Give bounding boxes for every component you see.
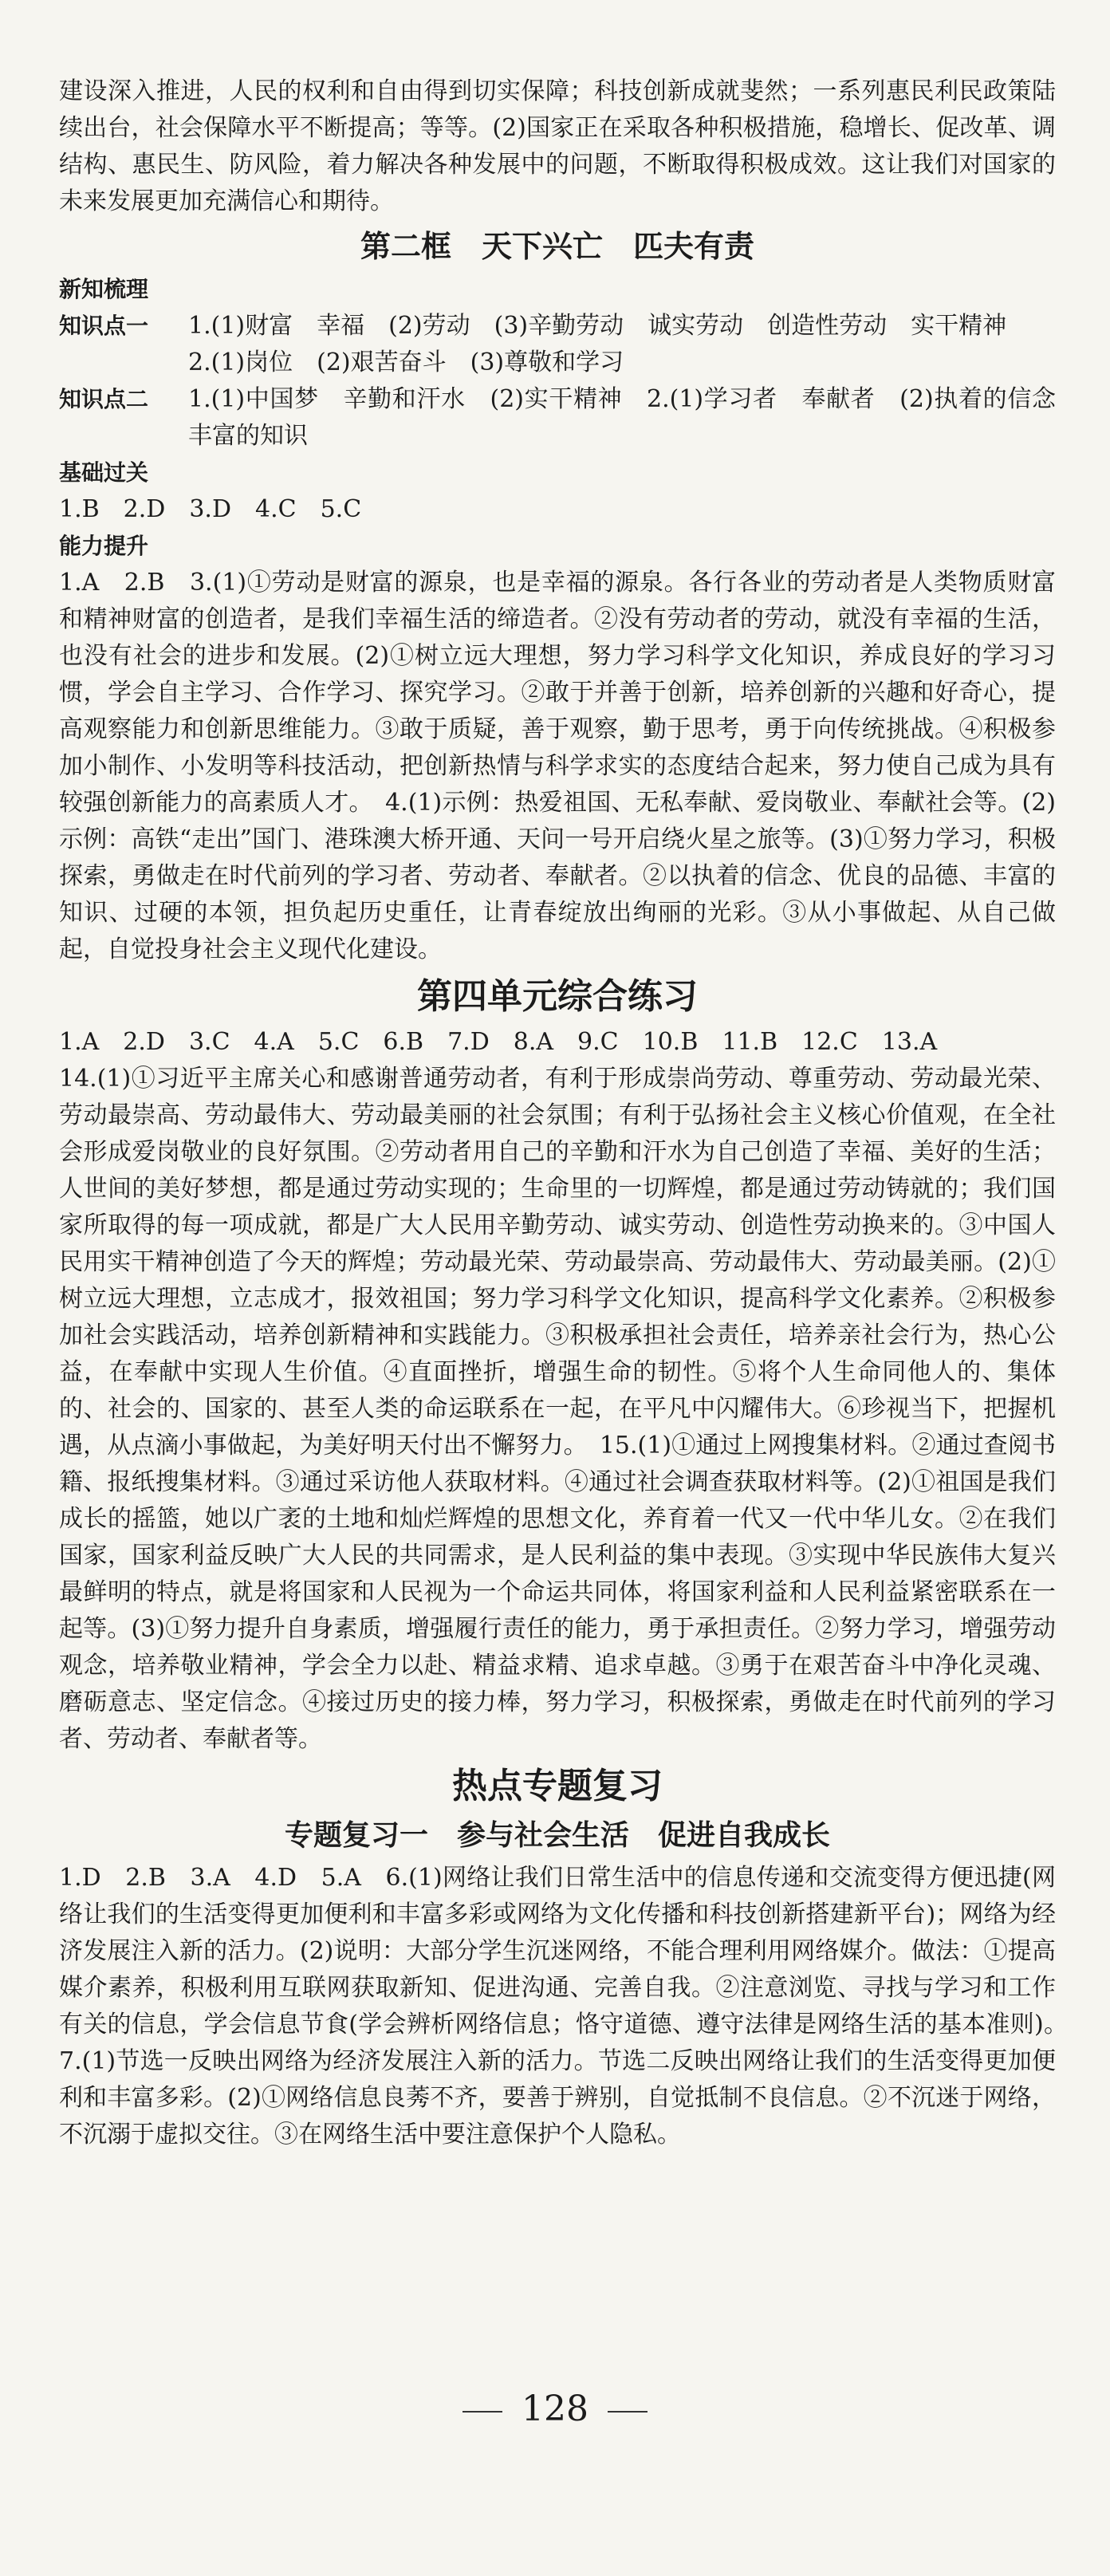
unit-choice-answers: 1.A 2.D 3.C 4.A 5.C 6.B 7.D 8.A 9.C 10.B 11.B 12.C 13.A xyxy=(59,1028,938,1056)
unit-title: 第四单元综合练习 xyxy=(417,976,698,1017)
knowledge-point-2-text: 1.(1)中国梦 辛勤和汗水 (2)实干精神 2.(1)学习者 奉献者 (2)执着的信念 丰富的知识 xyxy=(188,385,1080,450)
page-number-text: 128 xyxy=(522,2389,588,2429)
knowledge-point-2-label: 知识点二 xyxy=(59,386,149,412)
knowledge-point-2 xyxy=(59,381,1080,455)
knowledge-point-1 xyxy=(59,308,1056,381)
knowledge-point-1-line-2: 2.(1)岗位 (2)艰苦奋斗 (3)尊敬和学习 xyxy=(188,349,624,376)
page-number-dash-right xyxy=(608,2411,648,2413)
knowledge-point-1-label: 知识点一 xyxy=(59,313,149,339)
ability-answers: 1.A 2.B 3.(1)①劳动是财富的源泉，也是幸福的源泉。各行各业的劳动者是人类物质财富和精神财富的创造者，是我们幸福生活的缔造者。②没有劳动者的劳动，就没有幸福的生活，也没有社会的进步和发展。(2)①树立远大理想，努力学习科学文化知识，养成良好的学习习惯，学会自主学习、合作学习、探究学习。②敢于并善于创新，培养创新的兴趣和好奇心，提高观察能力和创新思维能力。③敢于质疑，善于观察，勤于思考，勇于向传统挑战。④积极参加小制作、小发明等科技活动，把创新热情与科学求实的态度结合起来，努力使自己成为具有较强创新能力的高素质人才。 4.(1)示例：热爱祖国、无私奉献、爱岗敬业、奉献社会等。(2)示例：高铁“走出”国门、港珠澳大桥开通、天问一号开启绕火星之旅等。(3)①努力学习，积极探索，勇做走在时代前列的学习者、劳动者、奉献者。②以执着的信念、优良的品德、丰富的知识、过硬的本领，担负起历史重任，让青春绽放出绚丽的光彩。③从小事做起、从自己做起，自觉投身社会主义现代化建设。 xyxy=(59,569,1056,963)
hot-topic-title: 热点专题复习 xyxy=(452,1766,663,1806)
basic-answers: 1.B 2.D 3.D 4.C 5.C xyxy=(59,495,362,523)
intro-paragraph: 建设深入推进，人民的权利和自由得到切实保障；科技创新成就斐然；一系列惠民利民政策陆续出台，社会保障水平不断提高；等等。(2)国家正在采取各种积极措施，稳增长、促改革、调结构、惠民生、防风险，着力解决各种发展中的问题，不断取得积极成效。这让我们对国家的未来发展更加充满信心和期待。 xyxy=(59,77,1056,215)
page-number-dash-left xyxy=(462,2411,502,2413)
topic-1-title: 专题复习一 参与社会生活 促进自我成长 xyxy=(284,1819,830,1852)
basic-heading: 基础过关 xyxy=(59,459,149,486)
knowledge-point-1-line-1: 1.(1)财富 幸福 (2)劳动 (3)辛勤劳动 诚实劳动 创造性劳动 实干精神 xyxy=(188,312,1007,340)
page-content xyxy=(59,73,1080,2153)
unit-question-14-15: 14.(1)①习近平主席关心和感谢普通劳动者，有利于形成崇尚劳动、尊重劳动、劳动最光荣、劳动最崇高、劳动最伟大、劳动最美丽的社会氛围；有利于弘扬社会主义核心价值观，在全社会形成爱岗敬业的良好氛围。②劳动者用自己的辛勤和汗水为自己创造了幸福、美好的生活；人世间的美好梦想，都是通过劳动实现的；生命里的一切辉煌，都是通过劳动铸就的；我们国家所取得的每一项成就，都是广大人民用辛勤劳动、诚实劳动、创造性劳动换来的。③中国人民用实干精神创造了今天的辉煌；劳动最光荣、劳动最崇高、劳动最伟大、劳动最美丽。(2)①树立远大理想，立志成才，报效祖国；努力学习科学文化知识，提高科学文化素养。②积极参加社会实践活动，培养创新精神和实践能力。③积极承担社会责任，培养亲社会行为，热心公益，在奉献中实现人生价值。④直面挫折，增强生命的韧性。⑤将个人生命同他人的、集体的、社会的、国家的、甚至人类的命运联系在一起，在平凡中闪耀伟大。⑥珍视当下，把握机遇，从点滴小事做起，为美好明天付出不懈努力。 15.(1)①通过上网搜集材料。②通过查阅书籍、报纸搜集材料。③通过采访他人获取材料。④通过社会调查获取材料等。(2)①祖国是我们成长的摇篮，她以广袤的土地和灿烂辉煌的思想文化，养育着一代又一代中华儿女。②在我们国家，国家利益反映广大人民的共同需求，是人民利益的集中表现。③实现中华民族伟大复兴最鲜明的特点，就是将国家和人民视为一个命运共同体，将国家利益和人民利益紧密联系在一起等。(3)①努力提升自身素质，增强履行责任的能力，勇于承担责任。②努力学习，增强劳动观念，培养敬业精神，学会全力以赴、精益求精、追求卓越。③勇于在艰苦奋斗中净化灵魂、磨砺意志、坚定信念。④接过历史的接力棒，努力学习，积极探索，勇做走在时代前列的学习者、劳动者、奉献者等。 xyxy=(59,1065,1056,1753)
section-title: 第二框 天下兴亡 匹夫有责 xyxy=(360,229,754,264)
new-knowledge-heading: 新知梳理 xyxy=(59,276,149,302)
page-number xyxy=(0,2389,1110,2429)
ability-heading: 能力提升 xyxy=(59,533,149,559)
topic-1-answers: 1.D 2.B 3.A 4.D 5.A 6.(1)网络让我们日常生活中的信息传递和交流变得方便迅捷(网络让我们的生活变得更加便利和丰富多彩或网络为文化传播和科技创新搭建新平台)；网络为经济发展注入新的活力。(2)说明：大部分学生沉迷网络，不能合理利用网络媒介。做法：①提高媒介素养，积极利用互联网获取新知、促进沟通、完善自我。②注意浏览、寻找与学习和工作有关的信息，学会信息节食(学会辨析网络信息；恪守道德、遵守法律是网络生活的基本准则)。 7.(1)节选一反映出网络为经济发展注入新的活力。节选二反映出网络让我们的生活变得更加便利和丰富多彩。(2)①网络信息良莠不齐，要善于辨别，自觉抵制不良信息。②不沉迷于网络，不沉溺于虚拟交往。③在网络生活中要注意保护个人隐私。 xyxy=(59,1864,1080,2149)
